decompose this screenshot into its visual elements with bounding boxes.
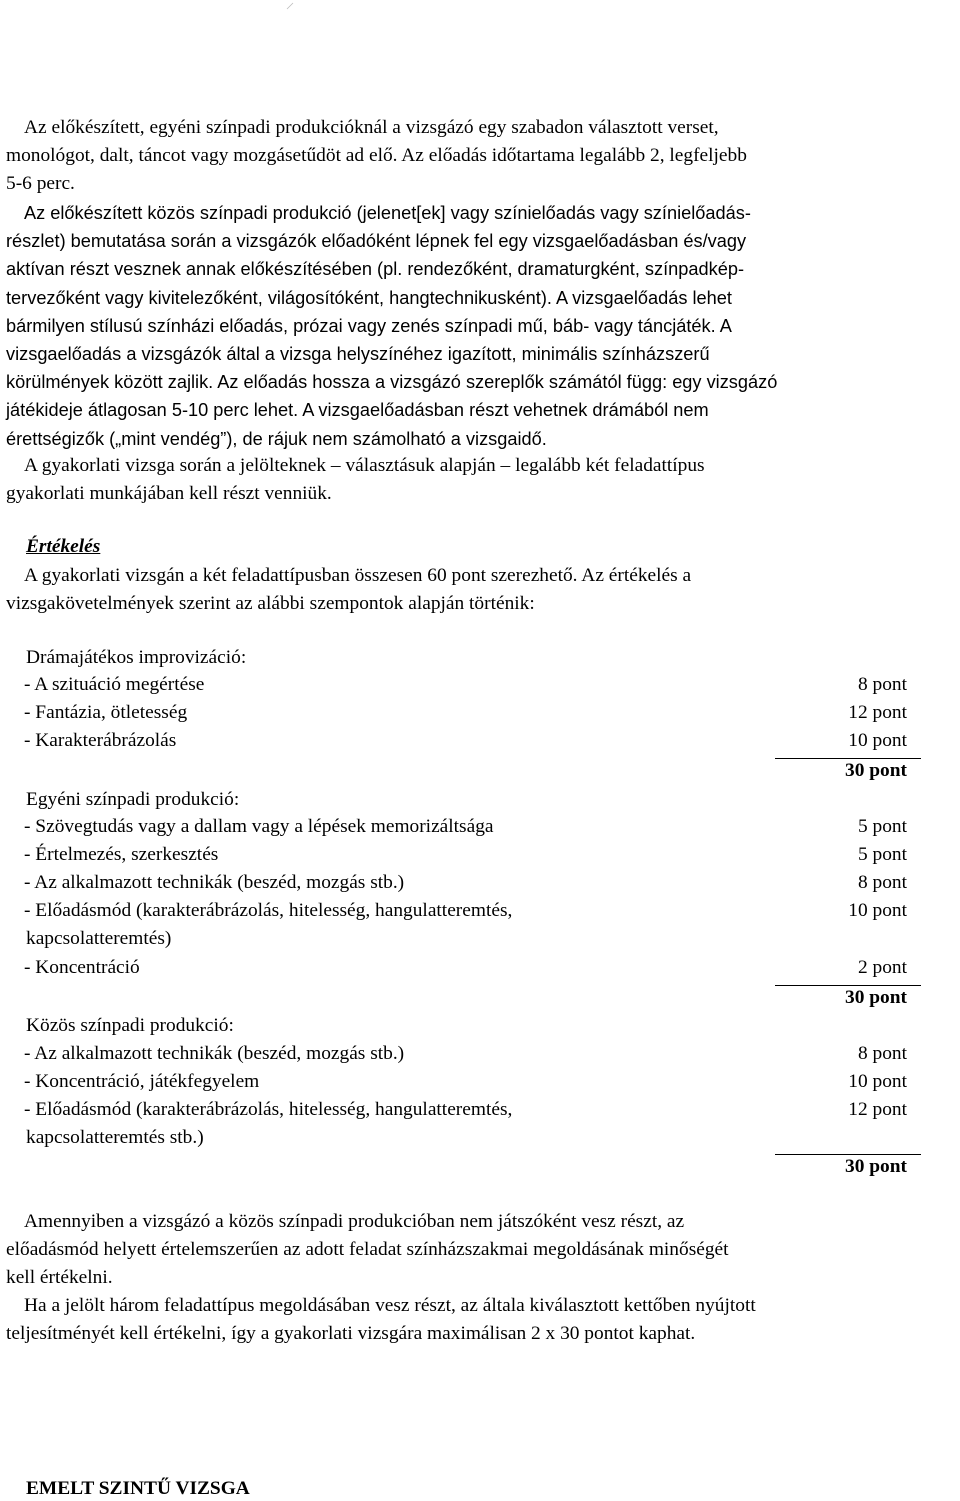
total-row: [24, 987, 923, 1015]
score-row: [24, 844, 923, 872]
text-line: 5-6 perc.: [6, 173, 75, 195]
criterion-label: kapcsolatteremtés stb.): [26, 1127, 204, 1148]
score-row: [24, 674, 923, 702]
text-line: Az előkészített közös színpadi produkció (jelenet[ek] vagy színielőadás vagy színielőadás-: [24, 203, 751, 223]
text-line: A gyakorlati vizsga során a jelölteknek – választásuk alapján – legalább két feladattípus: [24, 455, 705, 476]
section-total: 30 pont: [845, 1156, 907, 1177]
criterion-points: 12 pont: [848, 1099, 907, 1120]
text-line: aktívan részt vesznek annak előkészítésében (pl. rendezőként, dramaturgként, színpadkép-: [6, 259, 745, 280]
text-line: kell értékelni.: [6, 1267, 113, 1289]
score-row: [24, 1127, 923, 1155]
score-row: [24, 816, 923, 844]
text-line: gyakorlati munkájában kell részt venniük.: [6, 483, 332, 505]
joint-section-title: Közös színpadi produkció:: [26, 1015, 234, 1036]
score-row: [24, 1071, 923, 1099]
section-total: 30 pont: [845, 987, 907, 1008]
text-line: részlet) bemutatása során a vizsgázók előadóként lépnek fel egy vizsgaelőadásban és/vagy: [6, 231, 747, 252]
total-row: [24, 760, 923, 788]
score-row: [24, 900, 923, 928]
section-total: 30 pont: [845, 760, 907, 781]
criterion-label: - Karakterábrázolás: [24, 730, 177, 751]
sum-rule: [775, 1154, 921, 1155]
criterion-label: - Szövegtudás vagy a dallam vagy a lépések memorizáltsága: [24, 816, 494, 837]
text-line: érettségizők („mint vendég”), de rájuk nem számolható a vizsgaidő.: [6, 428, 547, 449]
criterion-points: 5 pont: [857, 816, 907, 837]
score-row: [24, 1043, 923, 1071]
criterion-points: 2 pont: [857, 957, 907, 978]
text-line: tervezőként vagy kivitelezőként, világosítóként, hangtechnikusként). A vizsgaelőadás lehet: [6, 287, 732, 308]
criterion-label: - Fantázia, ötletesség: [24, 702, 188, 723]
criterion-points: 5 pont: [857, 844, 907, 865]
text-line: előadásmód helyett értelemszerűen az adott feladat színházszakmai megoldásának minőségét: [6, 1239, 729, 1261]
section-title-advanced-exam: EMELT SZINTŰ VIZSGA: [26, 1478, 250, 1499]
drama-section-title: Drámajátékos improvizáció:: [26, 647, 247, 668]
score-row: [24, 1099, 923, 1127]
criterion-points: 10 pont: [848, 730, 907, 751]
text-line: A gyakorlati vizsgán a két feladattípusban összesen 60 pont szerezhető. Az értékelés a: [24, 565, 692, 586]
score-row: [24, 957, 923, 985]
intro-paragraph: [6, 114, 958, 199]
individual-section-title: Egyéni színpadi produkció:: [26, 789, 240, 810]
criterion-label: - Koncentráció, játékfegyelem: [24, 1071, 260, 1092]
criterion-label: - Előadásmód (karakterábrázolás, hitelesség, hangulatteremtés,: [24, 1099, 513, 1120]
evaluation-heading: Értékelés: [26, 536, 101, 557]
criterion-label: - Előadásmód (karakterábrázolás, hitelesség, hangulatteremtés,: [24, 900, 513, 921]
criterion-points: 8 pont: [857, 674, 907, 695]
criterion-label: - Értelmezés, szerkesztés: [24, 844, 219, 865]
sum-rule: [775, 758, 921, 759]
criterion-points: 10 pont: [848, 1071, 907, 1092]
closing-paragraph-2: [6, 1292, 958, 1348]
score-row: [24, 730, 923, 758]
text-line: monológot, dalt, táncot vagy mozgásetűdöt ad elő. Az előadás időtartama legalább 2, legfeljebb: [6, 145, 747, 167]
text-line: játékideje átlagosan 5-10 perc lehet. A vizsgaelőadásban részt vehetnek drámából nem: [6, 400, 709, 421]
criterion-points: 12 pont: [848, 702, 907, 723]
evaluation-paragraph: [6, 562, 958, 618]
text-line: Az előkészített, egyéni színpadi produkcióknál a vizsgázó egy szabadon választott verset,: [24, 117, 719, 138]
practical-paragraph: [6, 452, 958, 508]
criterion-label: - Koncentráció: [24, 957, 140, 978]
common-production-paragraph: [6, 199, 958, 453]
criterion-label: - Az alkalmazott technikák (beszéd, mozgás stb.): [24, 872, 405, 893]
score-row: [24, 928, 923, 956]
text-line: körülmények között zajlik. Az előadás hossza a vizsgázó szereplők számától függ: egy vizsgázó: [6, 372, 778, 393]
text-line: Amennyiben a vizsgázó a közös színpadi produkcióban nem játszóként vesz részt, az: [24, 1211, 685, 1232]
page-corner-mark: [286, 2, 294, 10]
text-line: vizsgaelőadás a vizsgázók által a vizsga helyszínéhez igazított, minimális színházszerű: [6, 344, 710, 365]
score-row: [24, 702, 923, 730]
criterion-label: - A szituáció megértése: [24, 674, 205, 695]
closing-paragraph-1: [6, 1208, 958, 1293]
criterion-label: kapcsolatteremtés): [26, 928, 172, 949]
criterion-points: 8 pont: [857, 872, 907, 893]
score-row: [24, 872, 923, 900]
text-line: bármilyen stílusú színházi előadás, prózai vagy zenés színpadi mű, báb- vagy táncjáték. A: [6, 315, 732, 336]
text-line: teljesítményét kell értékelni, így a gyakorlati vizsgára maximálisan 2 x 30 pontot kaphat.: [6, 1323, 696, 1345]
text-line: Ha a jelölt három feladattípus megoldásában vesz részt, az általa kiválasztott kettőben nyújtott: [24, 1295, 756, 1316]
criterion-points: 10 pont: [848, 900, 907, 921]
total-row: [24, 1156, 923, 1184]
text-line: vizsgakövetelmények szerint az alábbi szempontok alapján történik:: [6, 593, 535, 615]
sum-rule: [775, 985, 921, 986]
criterion-label: - Az alkalmazott technikák (beszéd, mozgás stb.): [24, 1043, 405, 1064]
criterion-points: 8 pont: [857, 1043, 907, 1064]
